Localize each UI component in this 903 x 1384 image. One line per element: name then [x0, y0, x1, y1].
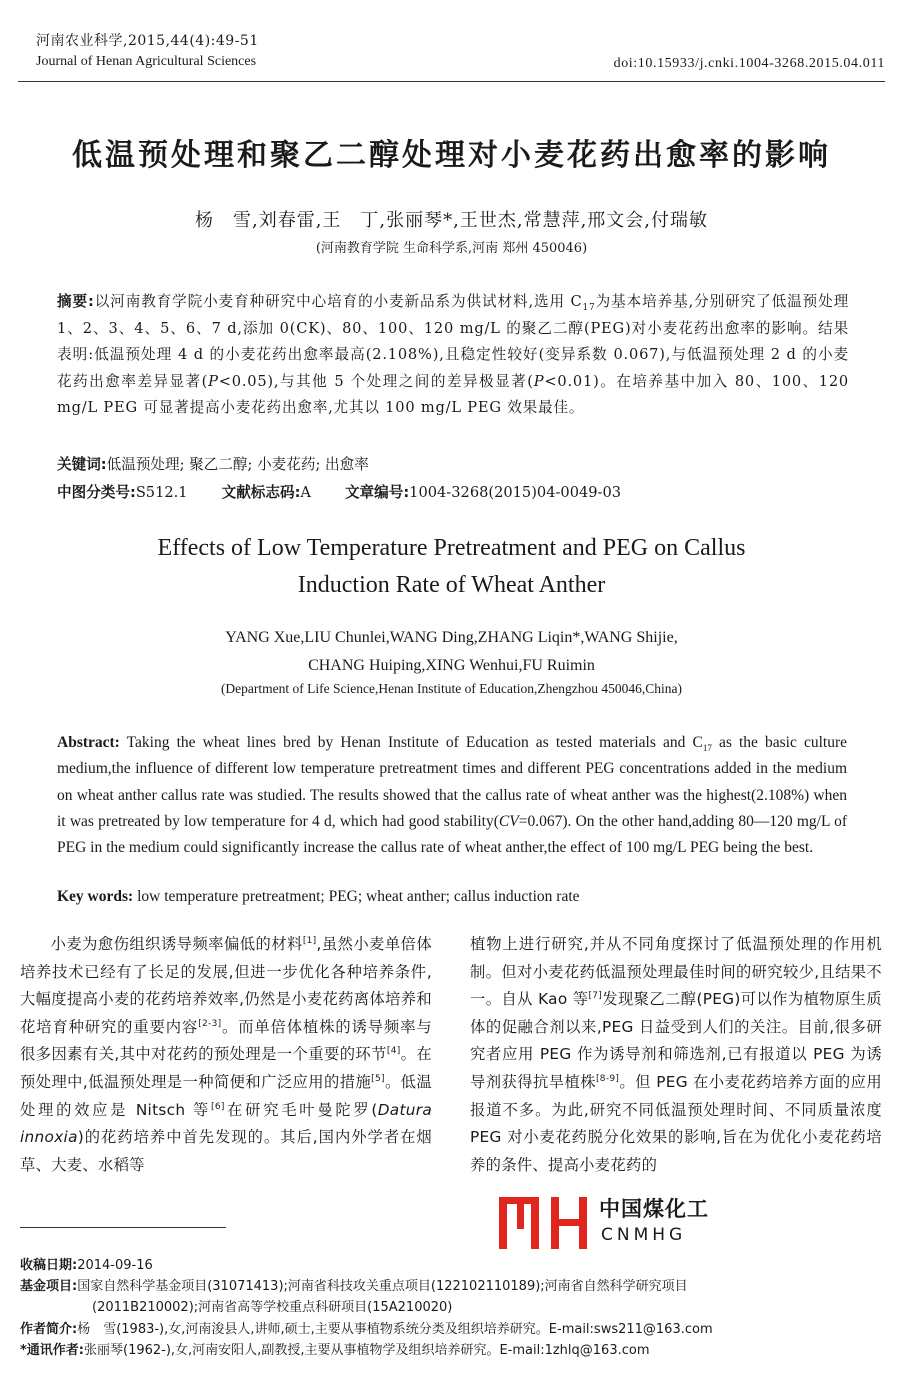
article-no-value: 1004-3268(2015)04-0049-03 [409, 484, 622, 501]
fund-label: 基金项目: [20, 1279, 78, 1294]
affiliation-cn: (河南教育学院 生命科学系,河南 郑州 450046) [315, 241, 588, 256]
citation-ref: [1] [302, 935, 317, 946]
authors-en [0, 624, 903, 680]
citation-ref: [7] [588, 991, 603, 1002]
abstract-en-label: Abstract: [57, 734, 120, 751]
keywords-cn [57, 453, 369, 474]
journal-name-en: Journal of Henan Agricultural Sciences [36, 54, 257, 69]
subscript: 17 [702, 743, 712, 754]
body-text: 。而单倍体植株的诱导频率与很多因素有关,其中对花药的预处理是一个重要的环节 [20, 1017, 432, 1064]
abstract-en [57, 730, 847, 861]
title-en [0, 530, 903, 604]
title-en-line: Effects of Low Temperature Pretreatment and PEG on Callus [157, 535, 746, 561]
clc-label: 中图分类号: [57, 484, 136, 501]
citation-ref: [5] [371, 1073, 385, 1084]
body-column-left [20, 931, 432, 1179]
body-text: 在研究毛叶曼陀罗( [224, 1100, 378, 1119]
keywords-cn-text: 低温预处理; 聚乙二醇; 小麦花药; 出愈率 [106, 456, 369, 473]
body-column-right [470, 931, 882, 1179]
body-text: ,虽然小麦单倍体培养技术已经有了长足的发展,但进一步优化各种培养条件,大幅度提高小麦的花药培养效率,仍然是小麦花药离体培养和花培育种研究的重要内容 [20, 935, 432, 1036]
authors-cn: 杨 雪,刘春雷,王 丁,张丽琴*,王世杰,常慧萍,邢文会,付瑞敏 [194, 210, 709, 231]
doc-code-value: A [300, 484, 311, 501]
body-text: 。但 PEG 在小麦花药培养方面的应用报道不多。为此,研究不同低温预处理时间、不同质量浓度 PEG 对小麦花药脱分化效果的影响,旨在为优化小麦花药培养的条件、提高小麦花药的 [470, 1072, 882, 1174]
citation-ref: [6] [211, 1101, 225, 1112]
footnote-received [20, 1256, 886, 1277]
abstract-cn-text: 以河南教育学院小麦育种研究中心培育的小麦新品系为供试材料,选用 C [94, 293, 583, 310]
article-no-label: 文章编号: [344, 484, 410, 501]
received-label: 收稿日期: [20, 1258, 78, 1273]
abstract-cn [57, 289, 849, 422]
author-bio-label: 作者简介: [20, 1322, 78, 1337]
author-bio-value: 杨 雪(1983-),女,河南浚县人,讲师,硕士,主要从事植物系统分类及组织培养研究。E-mail:sws211@163.com [77, 1322, 713, 1337]
watermark-logo [497, 1187, 717, 1257]
corresponding-value: 张丽琴(1962-),女,河南安阳人,副教授,主要从事植物学及组织培养研究。E-mail:1zhlq@163.com [84, 1343, 650, 1358]
keywords-en [57, 888, 580, 906]
affiliation-en: (Department of Life Science,Henan Institute of Education,Zhengzhou 450046,China) [220, 681, 683, 696]
abstract-cn-text: 为基本培养基,分别研究了低温预处理 1、2、3、4、5、6、7 d,添加 0(CK)、80、100、120 mg/L 的聚乙二醇(PEG)对小麦花药出愈率的影响。结果表明:低温预处理 4 d 的小麦花药出愈率最高(2.108%),且稳定性较好(变异系数 0.067),与低温预处理 2 d 的小麦花药出愈率差异显著( [57, 293, 849, 390]
doc-code-label: 文献标志码: [221, 484, 301, 501]
classification-row [57, 481, 621, 502]
fund-value: 国家自然科学基金项目(31071413);河南省科技攻关重点项目(122102110189);河南省自然科学研究项目 [77, 1279, 688, 1294]
abstract-en-text: as the basic culture medium,the influence of different low temperature pretreatment times and different PEG concentrations added in the medium on wheat anther callus rate was studied. The results showed that the callus rate of wheat anther was the highest(2.108%) when it was pretreated by low temperature for 4 d, which had good stability( [57, 734, 847, 830]
authors-en-line: CHANG Huiping,XING Wenhui,FU Ruimin [308, 657, 595, 674]
p-symbol: P [208, 372, 219, 390]
watermark-mark-icon [497, 1191, 593, 1253]
abstract-cn-text: <0.01)。在培养基中加入 80、100、120 mg/L PEG 可显著提高小麦花药出愈率,尤其以 100 mg/L PEG 效果最佳。 [57, 372, 849, 416]
fund-value-cont: (2011B210002);河南省高等学校重点科研项目(15A210020) [92, 1299, 453, 1315]
keywords-en-text: low temperature pretreatment; PEG; wheat anther; callus induction rate [137, 888, 580, 905]
citation-ref: [2-3] [198, 1018, 222, 1029]
body-text: 植物上进行研究,并从不同角度探讨了低温预处理的作用机制。但对小麦花药低温预处理最佳时间的研究较少,且结果不一。自从 Kao 等 [470, 935, 882, 1009]
abstract-cn-text: <0.05),与其他 5 个处理之间的差异极显著( [218, 372, 534, 390]
species-name: Datura innoxia [20, 1100, 432, 1147]
header-rule [18, 81, 885, 82]
journal-citation-cn: 河南农业科学,2015,44(4):49-51 [36, 33, 259, 49]
body-text: )的花药培养中首先发现的。其后,国内外学者在烟草、大麦、水稻等 [20, 1128, 432, 1174]
authors-en-line: YANG Xue,LIU Chunlei,WANG Ding,ZHANG Liqin*,WANG Shijie, [225, 629, 678, 646]
title-cn: 低温预处理和聚乙二醇处理对小麦花药出愈率的影响 [72, 138, 831, 173]
received-value: 2014-09-16 [77, 1258, 153, 1273]
p-symbol: P [533, 372, 545, 390]
doi: doi:10.15933/j.cnki.1004-3268.2015.04.011 [613, 56, 885, 71]
footnote-fund [20, 1277, 886, 1318]
subscript: 17 [582, 302, 596, 313]
abstract-cn-label: 摘要: [57, 293, 95, 310]
body-text: 。在预处理中,低温预处理是一种简便和广泛应用的措施 [20, 1045, 432, 1091]
footnote-author [20, 1320, 886, 1341]
keywords-en-label: Key words: [57, 888, 134, 905]
watermark-text-en: CNMHG [601, 1225, 687, 1245]
footnote-corresponding [20, 1341, 886, 1362]
watermark-text-cn: 中国煤化工 [599, 1197, 709, 1221]
corresponding-label: *通讯作者: [20, 1343, 84, 1358]
body-text: 小麦为愈伤组织诱导频率偏低的材料 [50, 935, 303, 953]
citation-ref: [8-9] [596, 1073, 620, 1084]
footnote-rule [20, 1227, 226, 1228]
cv-symbol: CV [498, 812, 519, 830]
abstract-en-text: Taking the wheat lines bred by Henan Institute of Education as tested materials and C [126, 734, 703, 751]
abstract-en-text: =0.067). On the other hand,adding 80—120 mg/L of PEG in the medium could significantly increase the callus rate of wheat anther,the effect of 100 mg/L PEG being the best. [57, 812, 847, 857]
body-text: 发现聚乙二醇(PEG)可以作为植物原生质体的促融合剂以来,PEG 日益受到人们的关注。目前,很多研究者应用 PEG 作为诱导剂和筛选剂,已有报道以 PEG 为诱导剂获得抗旱植株 [470, 990, 882, 1091]
keywords-cn-label: 关键词: [57, 456, 107, 473]
body-text: 。低温处理的效应是 Nitsch 等 [20, 1072, 432, 1119]
clc-value: S512.1 [135, 484, 188, 501]
citation-ref: [4] [386, 1046, 401, 1057]
title-en-line: Induction Rate of Wheat Anther [297, 572, 606, 598]
